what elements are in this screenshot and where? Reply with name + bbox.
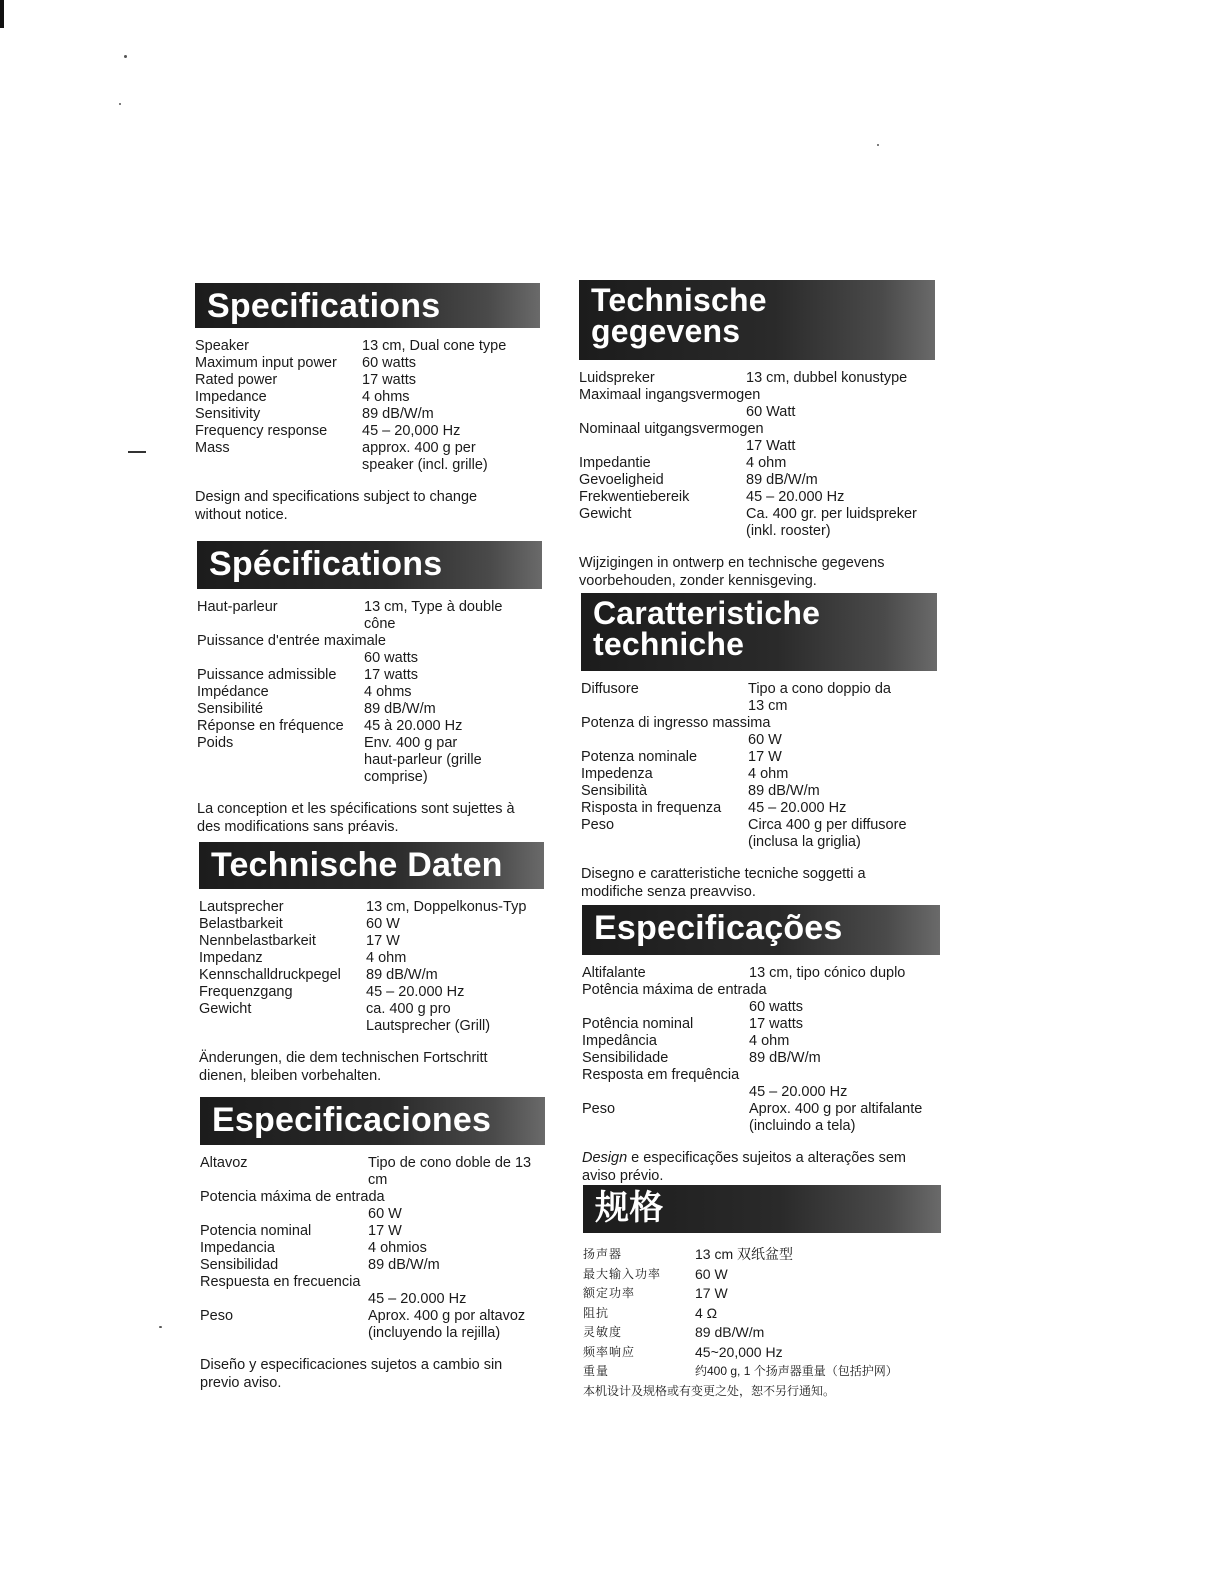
spec-label: Potenza di ingresso massima xyxy=(581,715,771,731)
spec-row xyxy=(583,1343,941,1363)
spec-value: 4 ohm xyxy=(748,766,789,782)
spec-row xyxy=(582,1067,940,1101)
spec-value: Circa 400 g per diffusore (inclusa la griglia) xyxy=(748,817,907,850)
spec-list xyxy=(199,899,544,1035)
scan-speck xyxy=(159,1326,162,1328)
spec-value: Env. 400 g par haut-parleur (grille comprise) xyxy=(364,735,482,785)
spec-row xyxy=(579,370,935,387)
spec-list xyxy=(582,965,940,1135)
spec-label: Frekwentiebereik xyxy=(579,489,690,505)
spec-value: 13 cm, dubbel konustype xyxy=(746,370,908,386)
spec-row xyxy=(581,817,937,851)
spec-value: 45 – 20.000 Hz xyxy=(368,1291,467,1307)
spec-value: 60 Watt xyxy=(746,404,796,420)
spec-value: 89 dB/W/m xyxy=(364,701,436,717)
spec-label: 频率响应 xyxy=(583,1344,636,1359)
spec-label: Gewicht xyxy=(579,506,632,522)
scan-speck xyxy=(119,103,121,105)
spec-label: Poids xyxy=(197,735,234,751)
change-notice-italic: Design xyxy=(582,1150,628,1166)
section-title-line: techniche xyxy=(593,626,745,662)
spec-label: Maximum input power xyxy=(195,355,337,371)
spec-value: 89 dB/W/m xyxy=(368,1257,440,1273)
spec-value: 17 W xyxy=(366,933,400,949)
spec-label: Haut-parleur xyxy=(197,599,278,615)
spec-value: 17 W xyxy=(748,749,782,765)
spec-label: 重量 xyxy=(583,1364,610,1378)
spec-label: Sensibilité xyxy=(197,701,264,717)
spec-value: 13 cm, Dual cone type xyxy=(362,338,507,354)
spec-row xyxy=(583,1265,941,1285)
scan-edge-mark xyxy=(0,0,4,28)
section-german xyxy=(199,842,544,1085)
spec-value: 13 cm, Type à double cône xyxy=(364,599,503,632)
section-title-line: Technische xyxy=(591,282,767,318)
change-notice-rest: e especificações sujeitos a alterações sem aviso prévio. xyxy=(582,1150,907,1184)
spec-row xyxy=(581,749,937,766)
spec-value: 4 ohm xyxy=(749,1033,790,1049)
spec-row xyxy=(582,1016,940,1033)
spec-label: Sensibilidade xyxy=(582,1050,669,1066)
spec-value: 4 ohmios xyxy=(368,1240,427,1256)
spec-row xyxy=(579,472,935,489)
spec-row xyxy=(197,684,542,701)
spec-value: 60 watts xyxy=(362,355,416,371)
spec-row xyxy=(200,1223,545,1240)
change-notice: La conception et les spécifications sont sujettes à des modifications sans préavis. xyxy=(197,801,515,835)
change-notice: Diseño y especificaciones sujetos a cambio sin previo aviso. xyxy=(200,1357,503,1391)
spec-label: Diffusore xyxy=(581,681,639,697)
spec-value: Tipo de cono doble de 13 cm xyxy=(368,1155,532,1188)
spec-value: 89 dB/W/m xyxy=(748,783,820,799)
section-english xyxy=(195,283,540,524)
scan-speck xyxy=(124,55,127,58)
spec-row xyxy=(200,1189,545,1223)
spec-value: Tipo a cono doppio da 13 cm xyxy=(748,681,891,714)
spec-row xyxy=(581,800,937,817)
change-notice xyxy=(582,1149,942,1185)
section-spanish xyxy=(200,1097,545,1392)
spec-value: 89 dB/W/m xyxy=(695,1324,765,1340)
spec-row xyxy=(195,338,540,355)
spec-list xyxy=(581,681,937,851)
spec-value: 89 dB/W/m xyxy=(749,1050,821,1066)
spec-label: Impedenza xyxy=(581,766,653,782)
spec-row xyxy=(582,1101,940,1135)
spec-value: 45~20,000 Hz xyxy=(695,1343,783,1360)
spec-row xyxy=(199,933,544,950)
spec-value: 4 ohm xyxy=(746,455,787,471)
spec-row xyxy=(583,1362,941,1382)
section-french xyxy=(197,541,542,836)
spec-row xyxy=(582,1033,940,1050)
spec-value: 60 W xyxy=(368,1206,402,1222)
spec-label: Frequenzgang xyxy=(199,984,293,1000)
spec-value: 17 W xyxy=(695,1285,728,1301)
change-notice: Änderungen, die dem technischen Fortschritt dienen, bleiben vorbehalten. xyxy=(199,1050,488,1084)
spec-row xyxy=(195,440,540,474)
spec-label: 额定功率 xyxy=(583,1286,636,1300)
spec-row xyxy=(582,982,940,1016)
spec-label: Gevoeligheid xyxy=(579,472,664,488)
spec-value: 17 W xyxy=(368,1223,402,1239)
spec-label: Peso xyxy=(200,1308,234,1324)
spec-label: Potencia nominal xyxy=(200,1223,312,1239)
spec-label: 阻抗 xyxy=(583,1305,610,1320)
spec-row xyxy=(199,916,544,933)
section-title-line: Caratteristiche xyxy=(593,595,821,631)
spec-list xyxy=(197,599,542,786)
spec-value: 60 W xyxy=(366,916,400,932)
spec-row xyxy=(197,667,542,684)
spec-row xyxy=(197,701,542,718)
spec-label: Potencia máxima de entrada xyxy=(200,1189,385,1205)
spec-label: Potenza nominale xyxy=(581,749,698,765)
spec-label: Impédance xyxy=(197,684,269,700)
spec-row xyxy=(579,421,935,455)
spec-row xyxy=(199,899,544,916)
section-title xyxy=(581,593,937,671)
section-title: Technische Daten xyxy=(199,842,544,889)
spec-label: Nominaal uitgangsvermogen xyxy=(579,421,764,437)
spec-row xyxy=(583,1323,941,1343)
spec-label: Potência máxima de entrada xyxy=(582,982,767,998)
spec-value: 45 – 20,000 Hz xyxy=(362,423,461,439)
spec-row xyxy=(197,718,542,735)
spec-value: 4 ohms xyxy=(362,389,410,405)
spec-label: Impedancia xyxy=(200,1240,275,1256)
spec-label: Nennbelastbarkeit xyxy=(199,933,316,949)
spec-label: Risposta in frequenza xyxy=(581,800,722,816)
section-title xyxy=(579,280,935,360)
spec-value: Aprox. 400 g por altavoz (incluyendo la rejilla) xyxy=(368,1308,526,1341)
section-title-line: gegevens xyxy=(591,313,741,349)
spec-value: 17 watts xyxy=(362,372,416,388)
section-title: 规格 xyxy=(583,1185,941,1233)
spec-label: Respuesta en frecuencia xyxy=(200,1274,361,1290)
spec-value: 17 watts xyxy=(749,1016,803,1032)
spec-row xyxy=(579,489,935,506)
spec-row xyxy=(579,455,935,472)
spec-label: Lautsprecher xyxy=(199,899,284,915)
spec-value: 13 cm 双纸盆型 xyxy=(695,1246,794,1262)
section-portuguese xyxy=(582,905,940,1185)
spec-label: 最大输入功率 xyxy=(583,1266,662,1281)
spec-value: 60 watts xyxy=(364,650,418,666)
spec-label: Impedanz xyxy=(199,950,263,966)
spec-label: Réponse en fréquence xyxy=(197,718,344,734)
section-dutch xyxy=(579,280,935,590)
spec-list xyxy=(579,370,935,540)
spec-label: Peso xyxy=(581,817,615,833)
spec-value: 13 cm, tipo cónico duplo xyxy=(749,965,906,981)
spec-row xyxy=(581,681,937,715)
spec-row xyxy=(197,599,542,633)
spec-row xyxy=(583,1304,941,1324)
spec-value: 约400 g, 1 个扬声器重量（包括护网） xyxy=(695,1364,898,1378)
spec-label: Mass xyxy=(195,440,230,456)
section-chinese xyxy=(583,1185,941,1400)
spec-value: 17 Watt xyxy=(746,438,796,454)
spec-row xyxy=(195,389,540,406)
scan-speck xyxy=(877,144,879,146)
spec-list xyxy=(200,1155,545,1342)
spec-label: Luidspreker xyxy=(579,370,655,386)
spec-label: Sensibilità xyxy=(581,783,648,799)
spec-label: Impedance xyxy=(195,389,267,405)
section-title: Specifications xyxy=(195,283,540,328)
section-title: Especificaciones xyxy=(200,1097,545,1145)
spec-label: Rated power xyxy=(195,372,278,388)
spec-value: 45 – 20.000 Hz xyxy=(746,489,845,505)
spec-label: Sensibilidad xyxy=(200,1257,279,1273)
spec-value: 89 dB/W/m xyxy=(366,967,438,983)
spec-label: Altavoz xyxy=(200,1155,248,1171)
spec-label: Impedantie xyxy=(579,455,651,471)
spec-row xyxy=(581,715,937,749)
spec-row xyxy=(197,633,542,667)
spec-row xyxy=(199,984,544,1001)
spec-row xyxy=(582,965,940,982)
change-notice: Disegno e caratteristiche tecniche soggetti a modifiche senza preavviso. xyxy=(581,866,866,900)
spec-row xyxy=(579,506,935,540)
spec-row xyxy=(195,355,540,372)
spec-label: Belastbarkeit xyxy=(199,916,283,932)
spec-value: 4 ohms xyxy=(364,684,412,700)
spec-value: ca. 400 g pro Lautsprecher (Grill) xyxy=(366,1001,491,1034)
spec-label: 扬声器 xyxy=(583,1247,623,1261)
spec-value: 4 ohm xyxy=(366,950,407,966)
spec-row xyxy=(200,1257,545,1274)
spec-label: Maximaal ingangsvermogen xyxy=(579,387,761,403)
change-notice: Wijzigingen in ontwerp en technische gegevens voorbehouden, zonder kennisgeving. xyxy=(579,555,885,589)
spec-label: Impedância xyxy=(582,1033,657,1049)
spec-row xyxy=(579,387,935,421)
spec-list xyxy=(583,1245,941,1382)
spec-value: 45 à 20.000 Hz xyxy=(364,718,463,734)
spec-value: 4 Ω xyxy=(695,1304,718,1321)
spec-value: 45 – 20.000 Hz xyxy=(749,1084,848,1100)
section-title: Especificações xyxy=(582,905,940,955)
spec-row xyxy=(583,1284,941,1304)
section-title: Spécifications xyxy=(197,541,542,589)
spec-row xyxy=(200,1274,545,1308)
spec-row xyxy=(199,967,544,984)
spec-row xyxy=(199,1001,544,1035)
spec-label: Gewicht xyxy=(199,1001,252,1017)
spec-value: 89 dB/W/m xyxy=(362,406,434,422)
spec-label: Peso xyxy=(582,1101,616,1117)
spec-row xyxy=(195,423,540,440)
spec-label: Frequency response xyxy=(195,423,328,439)
spec-value: Ca. 400 gr. per luidspreker (inkl. rooster) xyxy=(746,506,917,539)
spec-value: 60 watts xyxy=(749,999,803,1015)
spec-value: 45 – 20.000 Hz xyxy=(748,800,847,816)
spec-row xyxy=(583,1245,941,1265)
section-italian xyxy=(581,593,937,901)
spec-row xyxy=(581,766,937,783)
spec-row xyxy=(581,783,937,800)
change-notice: 本机设计及规格或有变更之处，恕不另行通知。 xyxy=(583,1383,836,1398)
spec-value: approx. 400 g per speaker (incl. grille) xyxy=(362,440,488,473)
spec-label: Resposta em frequência xyxy=(582,1067,740,1083)
spec-value: Aprox. 400 g por altifalante (incluindo a tela) xyxy=(749,1101,923,1134)
spec-row xyxy=(199,950,544,967)
spec-label: Sensitivity xyxy=(195,406,261,422)
spec-value: 13 cm, Doppelkonus-Typ xyxy=(366,899,527,915)
spec-label: Speaker xyxy=(195,338,250,354)
spec-label: Puissance d'entrée maximale xyxy=(197,633,386,649)
spec-label: Potência nominal xyxy=(582,1016,694,1032)
spec-label: Kennschalldruckpegel xyxy=(199,967,341,983)
spec-row xyxy=(200,1240,545,1257)
spec-label: 灵敏度 xyxy=(583,1325,623,1339)
change-notice: Design and specifications subject to change without notice. xyxy=(195,489,478,523)
spec-value: 60 W xyxy=(748,732,782,748)
spec-value: 89 dB/W/m xyxy=(746,472,818,488)
spec-value: 60 W xyxy=(695,1265,728,1282)
spec-row xyxy=(197,735,542,786)
spec-row xyxy=(200,1155,545,1189)
spec-label: Altifalante xyxy=(582,965,646,981)
spec-row xyxy=(195,372,540,389)
spec-list xyxy=(195,338,540,474)
spec-row xyxy=(195,406,540,423)
spec-row xyxy=(200,1308,545,1342)
spec-label: Puissance admissible xyxy=(197,667,337,683)
spec-value: 45 – 20.000 Hz xyxy=(366,984,465,1000)
spec-row xyxy=(582,1050,940,1067)
scan-speck xyxy=(128,451,146,453)
spec-value: 17 watts xyxy=(364,667,418,683)
